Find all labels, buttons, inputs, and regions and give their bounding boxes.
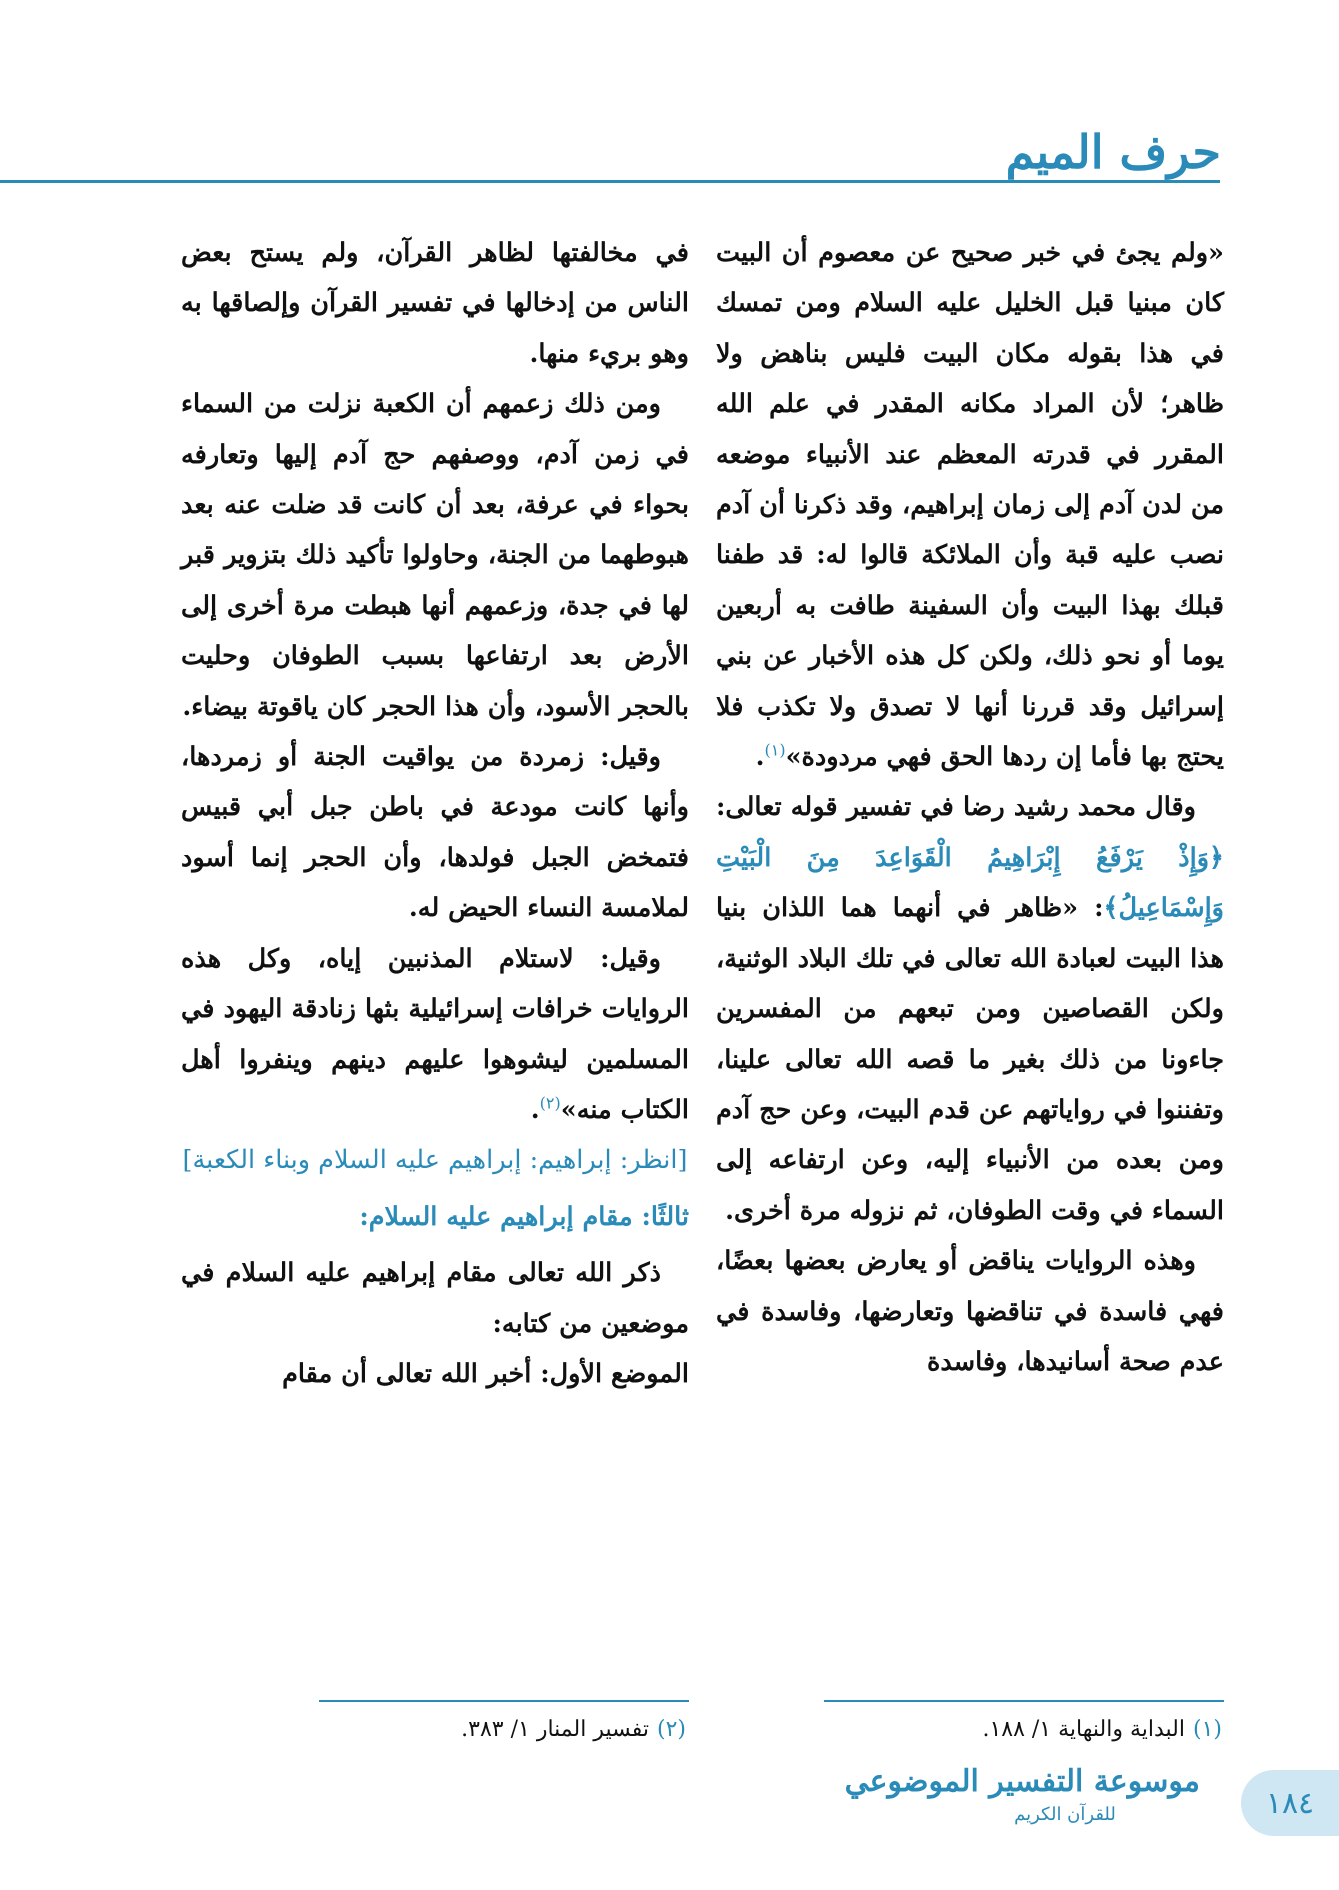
- paragraph: ذكر الله تعالى مقام إبراهيم عليه السلام في موضعين من كتابه:: [181, 1258, 689, 1339]
- paragraph: وهذه الروايات يناقض أو يعارض بعضها بعضًا، فهي فاسدة في تناقضها وتعارضها، وفاسدة في عدم صحة أسانيدها، وفاسدة: [716, 1246, 1224, 1377]
- logo-title: موسوعة التفسير الموضوعي: [844, 1764, 1200, 1799]
- quran-verse: ﴿وَإِذْ يَرْفَعُ إِبْرَاهِيمُ الْقَوَاعِدَ مِنَ الْبَيْتِ وَإِسْمَاعِيلُ﴾: [716, 842, 1224, 924]
- paragraph-text: «ولم يجئ في خبر صحيح عن معصوم أن البيت كان مبنيا قبل الخليل عليه السلام ومن تمسك في هذا بقوله مكان البيت فليس بناهض ولا ظاهر؛ لأن المراد مكانه المقدر في علم الله المقرر في قدرته المعظم عند الأنبياء موضعه من لدن آدم إلى زمان إبراهيم، وقد ذكرنا أن آدم نصب عليه قبة وأن الملائكة قالوا له: قد طفنا قبلك بهذا البيت وأن السفينة طافت به أربعين يوما أو نحو ذلك، ولكن كل هذه الأخبار عن بني إسرائيل وقد قررنا أنها لا تصدق ولا تكذب فلا يحتج بها فأما إن ردها الحق فهي مردودة»: [716, 238, 1224, 773]
- paragraph-label: الموضع الأول:: [540, 1358, 689, 1389]
- paragraph: وقيل: زمردة من يواقيت الجنة أو زمردها، وأنها كانت مودعة في باطن جبل أبي قبيس فتمخض الجبل فولدها، وأن الحجر إنما أسود لملامسة النساء الحيض له.: [181, 742, 689, 924]
- page-number-tab: [1241, 1770, 1339, 1836]
- footnote-text: تفسير المنار ١/ ٣٨٣.: [461, 1717, 649, 1742]
- left-column: [181, 228, 689, 1399]
- paragraph-text: وقال محمد رشيد رضا في تفسير قوله تعالى:: [716, 792, 1196, 823]
- paragraph: [181, 934, 689, 1136]
- encyclopedia-logo: [844, 1760, 1200, 1855]
- punctuation: .: [755, 742, 765, 773]
- page-header-title: حرف الميم: [1005, 125, 1221, 179]
- paragraph: [716, 228, 1224, 782]
- paragraph: ومن ذلك زعمهم أن الكعبة نزلت من السماء في زمن آدم، ووصفهم حج آدم إليها وتعارفه بحواء في عرفة، بعد أن كانت قد ضلت عنه بعد هبوطهما من الجنة، وحاولوا تأكيد ذلك بتزوير قبر لها في جدة، وزعمهم أنها هبطت مرة أخرى إلى الأرض بعد ارتفاعها بسبب الطوفان وحليت بالحجر الأسود، وأن هذا الحجر كان ياقوتة بيضاء.: [181, 389, 689, 722]
- page-number: ١٨٤: [1265, 1785, 1315, 1821]
- paragraph-text: وقيل: لاستلام المذنبين إياه، وكل هذه الروايات خرافات إسرائيلية بثها زنادقة اليهود في المسلمين ليشوهوا عليهم دينهم وينفروا أهل الكتاب منه»: [181, 943, 689, 1125]
- footnote-number: (١): [1192, 1717, 1222, 1742]
- logo-subtitle: للقرآن الكريم: [1014, 1804, 1116, 1825]
- paragraph-text: : «ظاهر في أنهما هما اللذان بنيا هذا البيت لعبادة الله تعالى في تلك البلاد الوثنية، ولكن القصاصين ومن تبعهم من المفسرين جاءونا من ذلك بغير ما قصه الله تعالى علينا، وتفننوا في رواياتهم عن قدم البيت، وعن حج آدم ومن بعده من الأنبياء إليه، وعن ارتفاعه إلى السماء في وقت الطوفان، ثم نزوله مرة أخرى.: [716, 893, 1224, 1226]
- footnote-text: البداية والنهاية ١/ ١٨٨.: [982, 1717, 1185, 1742]
- footnote-ref[interactable]: (٢): [539, 1093, 561, 1113]
- paragraph-text: أخبر الله تعالى أن مقام: [282, 1358, 532, 1389]
- paragraph: في مخالفتها لظاهر القرآن، ولم يستح بعض الناس من إدخالها في تفسير القرآن وإلصاقها به وهو بريء منها.: [181, 238, 689, 369]
- footnote-1: [982, 1717, 1222, 1742]
- footnote-number: (٢): [656, 1717, 686, 1742]
- footnote-divider: [319, 1700, 689, 1702]
- footnote-2: [461, 1717, 686, 1742]
- right-column: [716, 228, 1224, 1387]
- paragraph: [181, 1349, 689, 1399]
- footnote-ref[interactable]: (١): [764, 740, 786, 760]
- punctuation: .: [530, 1094, 540, 1125]
- section-heading: ثالثًا: مقام إبراهيم عليه السلام:: [359, 1201, 689, 1232]
- header-divider: [0, 180, 1220, 183]
- cross-reference[interactable]: [انظر: إبراهيم: إبراهيم عليه السلام وبناء الكعبة]: [182, 1145, 688, 1176]
- paragraph: [716, 782, 1224, 1236]
- footnote-divider: [824, 1700, 1224, 1702]
